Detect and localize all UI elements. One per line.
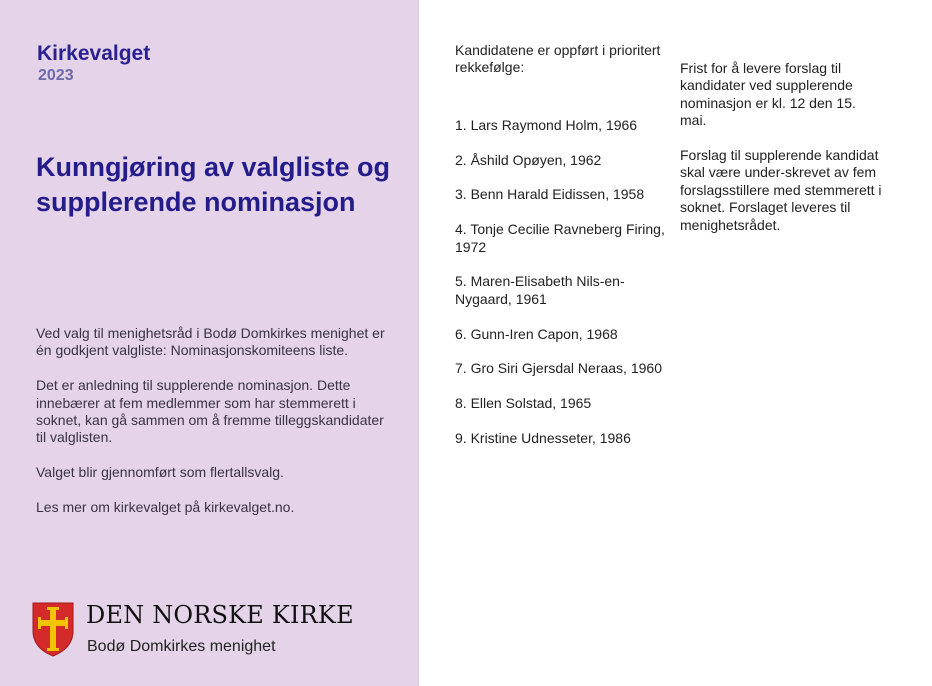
brand-name: Kirkevalget <box>37 42 151 65</box>
church-cross-shield-icon <box>31 601 75 657</box>
paragraph: Les mer om kirkevalget på kirkevalget.no. <box>36 499 295 516</box>
list-item: 5. Maren-Elisabeth Nils-en-Nygaard, 1961 <box>455 273 625 307</box>
list-item: 9. Kristine Udnesseter, 1986 <box>455 430 631 446</box>
list-item: 7. Gro Siri Gjersdal Neraas, 1960 <box>455 360 662 377</box>
organization-name: DEN NORSKE KIRKE <box>86 601 354 629</box>
page-title: Kunngjøring av valgliste og supplerende nominasjon <box>36 152 391 217</box>
paragraph: Ved valg til menighetsråd i Bodø Domkirkes menighet er én godkjent valgliste: Nominasjonskomiteens liste. <box>36 325 385 359</box>
list-item: 8. Ellen Solstad, 1965 <box>455 395 592 412</box>
paragraph: Frist for å levere forslag til kandidater ved supplerende nominasjon er kl. 12 den 15. mai. <box>680 60 856 129</box>
intro-text <box>36 325 396 534</box>
info-panel <box>0 0 419 686</box>
parish-name: Bodø Domkirkes menighet <box>87 638 276 655</box>
brand-year: 2023 <box>38 67 74 84</box>
list-item: 1. Lars Raymond Holm, 1966 <box>455 116 638 133</box>
deadline-column <box>680 60 885 251</box>
list-item: 3. Benn Harald Eidissen, 1958 <box>455 186 645 203</box>
list-item: 2. Åshild Opøyen, 1962 <box>455 151 602 168</box>
paragraph: Det er anledning til supplerende nominasjon. Dette innebærer at fem medlemmer som har stemmerett i soknet, kan gå sammen om å fremme tilleggskandidater til valglisten. <box>36 377 384 446</box>
list-item: 4. Tonje Cecilie Ravneberg Firing, 1972 <box>455 221 665 255</box>
candidate-column <box>455 42 665 465</box>
paragraph: Forslag til supplerende kandidat skal være under-skrevet av fem forslagsstillere med stemmerett i soknet. Forslaget leveres til menighetsrådet. <box>680 147 882 233</box>
list-item: 6. Gunn-Iren Capon, 1968 <box>455 325 618 342</box>
candidate-list <box>455 117 665 448</box>
candidates-intro: Kandidatene er oppført i prioritert rekkefølge: <box>455 42 661 76</box>
paragraph: Valget blir gjennomført som flertallsvalg. <box>36 464 284 481</box>
